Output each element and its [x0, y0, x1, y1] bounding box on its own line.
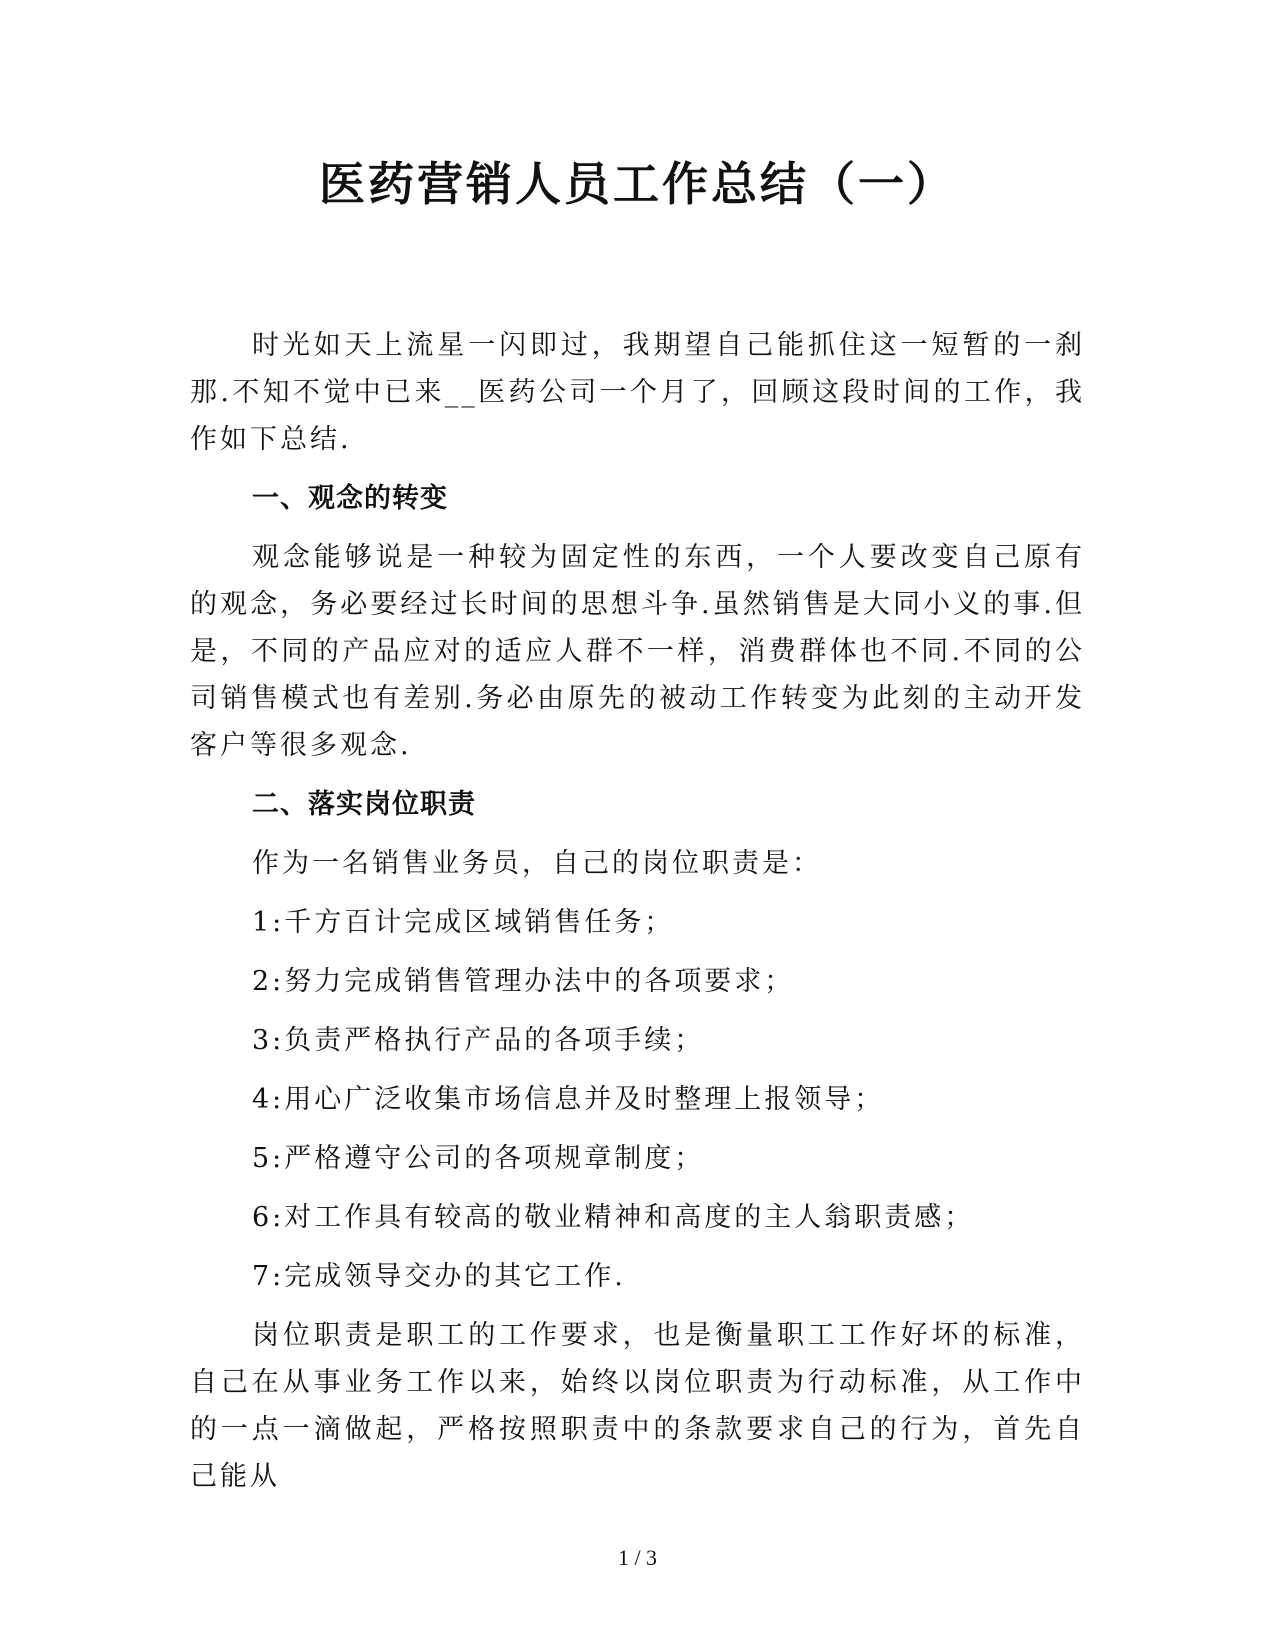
- duty-item-6: 6:对工作具有较高的敬业精神和高度的主人翁职责感；: [252, 1202, 975, 1233]
- section-heading-2: 二、落实岗位职责: [252, 789, 476, 820]
- duty-item-2: 2:努力完成销售管理办法中的各项要求；: [252, 966, 795, 997]
- duty-item-7: 7:完成领导交办的其它工作.: [252, 1261, 626, 1292]
- section-2-lead: 作为一名销售业务员，自己的岗位职责是：: [252, 848, 822, 879]
- duty-item-1: 1:千方百计完成区域销售任务；: [252, 907, 675, 938]
- page-number: 1 / 3: [617, 1545, 658, 1570]
- intro-paragraph: 时光如天上流星一闪即过，我期望自己能抓住这一短暂的一刹那.不知不觉中已来__医药公司一个月了，回顾这段时间的工作，我作如下总结.: [190, 330, 1085, 455]
- duty-item-5: 5:严格遵守公司的各项规章制度；: [252, 1143, 705, 1174]
- duty-item-4: 4:用心广泛收集市场信息并及时整理上报领导；: [252, 1084, 885, 1115]
- section-2-closing-paragraph: 岗位职责是职工的工作要求，也是衡量职工工作好坏的标准，自己在从事业务工作以来，始终以岗位职责为行动标准，从工作中的一点一滴做起，严格按照职责中的条款要求自己的行为，首先自己能从: [190, 1320, 1085, 1492]
- document-title: 医药营销人员工作总结（一）: [319, 157, 956, 211]
- section-heading-1: 一、观念的转变: [252, 483, 448, 514]
- section-1-paragraph: 观念能够说是一种较为固定性的东西，一个人要改变自己原有的观念，务必要经过长时间的思想斗争.虽然销售是大同小义的事.但是，不同的产品应对的适应人群不一样，消费群体也不同.不同的公司销售模式也有差别.务必由原先的被动工作转变为此刻的主动开发客户等很多观念.: [190, 542, 1085, 761]
- duty-item-3: 3:负责严格执行产品的各项手续；: [252, 1025, 705, 1056]
- document-body: [190, 322, 1085, 1512]
